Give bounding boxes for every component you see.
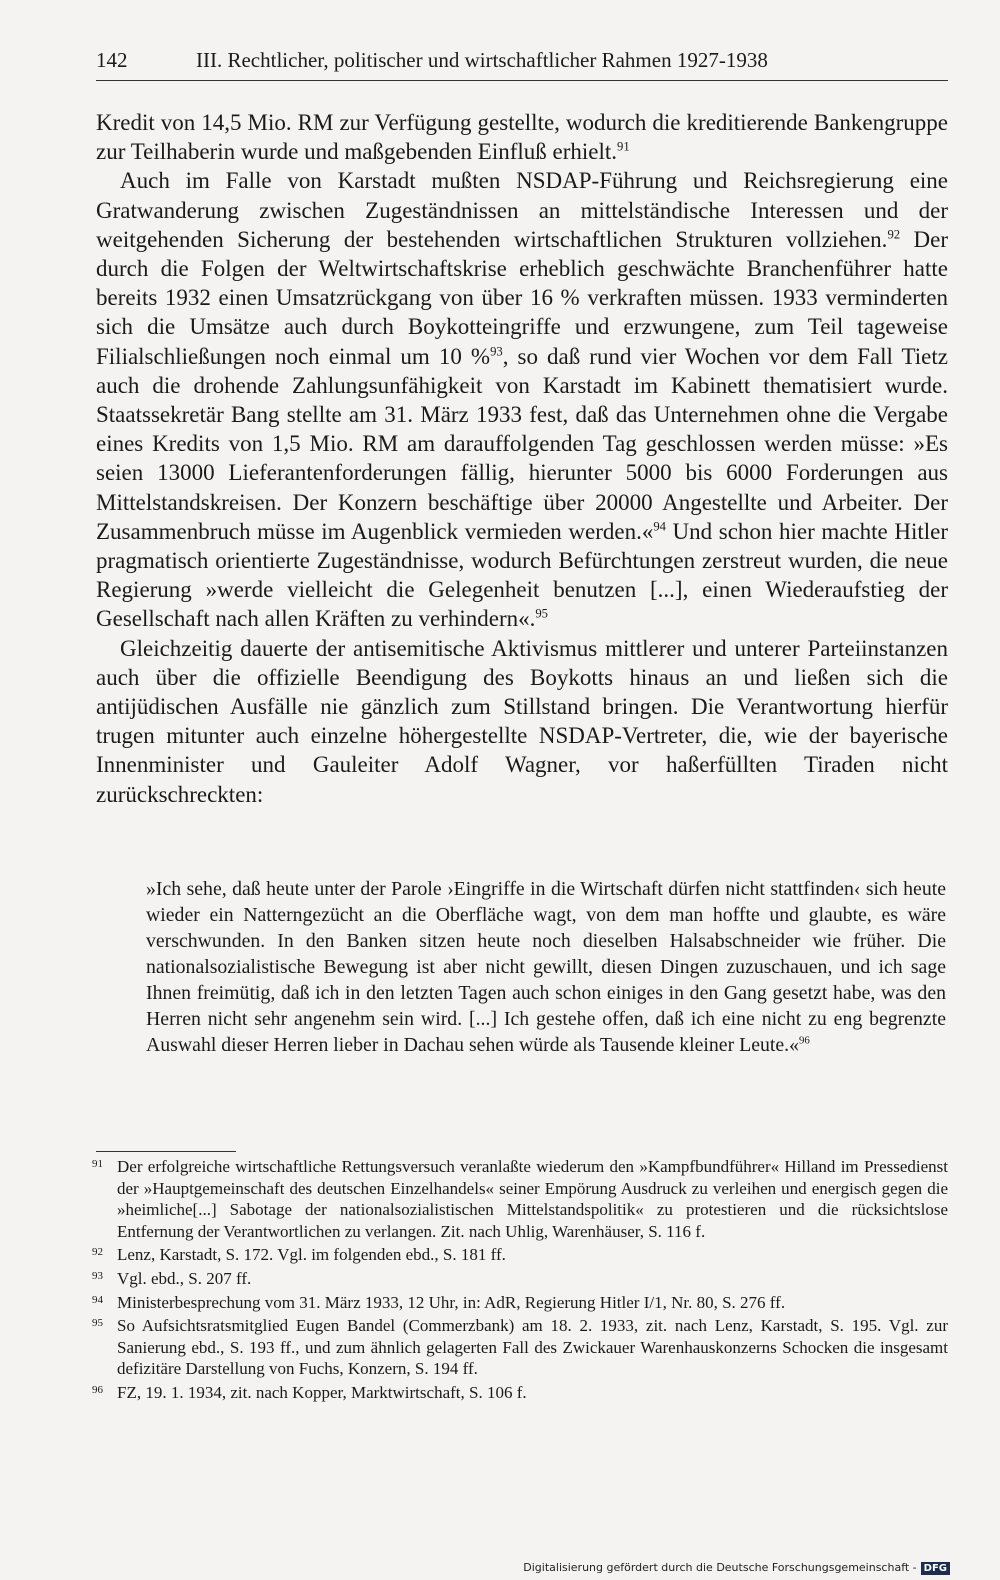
footnote-text: FZ, 19. 1. 1934, zit. nach Kopper, Marktwirtschaft, S. 106 f. xyxy=(117,1382,527,1402)
footnote-94 xyxy=(92,1292,948,1314)
footnote-text: Lenz, Karstadt, S. 172. Vgl. im folgenden ebd., S. 181 ff. xyxy=(117,1245,506,1265)
footnote-ref-91[interactable]: 91 xyxy=(617,139,630,154)
page-number: 142 xyxy=(96,48,128,72)
footnote-number: 96 xyxy=(92,1383,103,1396)
block-quote xyxy=(146,876,946,1058)
footnote-separator xyxy=(96,1151,236,1152)
footnote-text: Vgl. ebd., S. 207 ff. xyxy=(117,1268,252,1288)
footnote-ref-92[interactable]: 92 xyxy=(887,227,901,242)
footnote-text: So Aufsichtsratsmitglied Eugen Bandel (Commerzbank) am 18. 2. 1933, zit. nach Lenz, Karstadt, S. 195. Vgl. zur Sanierung ebd., S. 193 ff., und zum ähnlich gelagerten Fall des Zwickauer Warenhauskonzerns Schocken die insgesamt defizitäre Darstellung von Fuchs, Konzern, S. 194 ff. xyxy=(117,1316,948,1379)
footnote-ref-96[interactable]: 96 xyxy=(798,1034,810,1047)
footnote-93 xyxy=(92,1268,948,1290)
running-header xyxy=(96,46,948,81)
footnote-ref-95[interactable]: 95 xyxy=(535,606,548,621)
paragraph-2 xyxy=(96,166,948,633)
footnote-91 xyxy=(92,1156,948,1242)
footnote-96 xyxy=(92,1382,948,1404)
footnote-text: Der erfolgreiche wirtschaftliche Rettungsversuch veranlaßte wiederum den »Kampfbundführer« Hilland im Pressedienst der »Hauptgemeinschaft des deutschen Einzelhandels« seiner Empörung Ausdruck zu verleihen und energisch gegen die »heimliche[...] Sabotage der nationalsozialistischen Mittelstandspolitik« zu protestieren und die rücksichtslose Entfernung der Verantwortlichen zu verlangen. Zit. nach Uhlig, Warenhäuser, S. 116 f. xyxy=(117,1157,948,1241)
block-quote-text: »Ich sehe, daß heute unter der Parole ›Eingriffe in die Wirtschaft dürfen nicht stattfinden‹ sich heute wieder ein Natterngezücht an die Oberfläche wagt, von dem man hoffte und glaubte, es wäre verschwunden. In den Banken sitzen heute noch dieselben Halsabschneider wie früher. Die nationalsozialistische Bewegung ist aber nicht gewillt, diesen Dingen zuzuschauen, und ich sage Ihnen freimütig, daß ich in den letzten Tagen auch schon einiges in den Gang gesetzt habe, was den Herren nicht sehr angenehm sein wird. [...] Ich gestehe offen, daß ich eine nicht zu eng begrenzte Auswahl dieser Herren lieber in Dachau sehen würde als Tausende kleiner Leute.« xyxy=(146,878,946,1056)
paragraph-3 xyxy=(96,634,948,809)
paragraph-1-text: Kredit von 14,5 Mio. RM zur Verfügung gestellte, wodurch die kreditierende Bankengruppe zur Teilhaberin wurde und maßgebenden Einfluß erhielt. xyxy=(96,110,948,165)
footnote-number: 93 xyxy=(92,1269,103,1282)
footnote-text: Ministerbesprechung vom 31. März 1933, 12 Uhr, in: AdR, Regierung Hitler I/1, Nr. 80, S. 276 ff. xyxy=(117,1292,786,1312)
paragraph-3-text: Gleichzeitig dauerte der antisemitische Aktivismus mittlerer und unterer Parteiinstanzen auch über die offizielle Beendigung des Boykotts hinaus an und ließen sich die antijüdischen Ausfälle nie gänzlich zum Stillstand bringen. Die Verantwortung hierfür trugen mitunter auch einzelne höhergestellte NSDAP-Vertreter, die, wie der bayerische Innenminister und Gauleiter Adolf Wagner, vor haßerfüllten Tiraden nicht zurückschreckten: xyxy=(96,635,948,807)
paragraph-2-text-b: Der durch die Folgen der Weltwirtschaftskrise erheblich geschwächte Branchenführer hatte bereits 1932 einen Umsatzrückgang von über 16 % verkraften müssen. 1933 verminderten sich die Umsätze auch durch Boykotteingriffe und erzwungene, zum Teil tageweise Filialschließungen noch einmal um 10 % xyxy=(96,226,948,369)
footnote-number: 92 xyxy=(92,1246,103,1259)
footnotes xyxy=(92,1156,948,1406)
footnote-95 xyxy=(92,1315,948,1380)
credit-text: Digitalisierung gefördert durch die Deutsche Forschungsgemeinschaft - xyxy=(523,1561,917,1574)
footnote-number: 91 xyxy=(92,1158,103,1170)
dfg-logo: DFG xyxy=(921,1562,950,1575)
running-title: III. Rechtlicher, politischer und wirtschaftlicher Rahmen 1927-1938 xyxy=(196,48,768,72)
footnote-number: 94 xyxy=(92,1293,103,1306)
main-text xyxy=(96,108,948,809)
footnote-number: 95 xyxy=(92,1317,103,1330)
footnote-ref-93[interactable]: 93 xyxy=(490,343,503,358)
footnote-92 xyxy=(92,1244,948,1266)
paragraph-2-text-c: , so daß rund vier Wochen vor dem Fall Tietz auch die drohende Zahlungsunfähigkeit von Karstadt im Kabinett thematisiert wurde. Staatssekretär Bang stellte am 31. März 1933 fest, daß das Unternehmen ohne die Vergabe eines Kredits von 1,5 Mio. RM am darauffolgenden Tag geschlossen werden müsse: »Es seien 13000 Lieferantenforderungen fällig, hierunter 5000 bis 6000 Forderungen aus Mittelstandskreisen. Der Konzern beschäftige über 20000 Angestellte und Arbeiter. Der Zusammenbruch müsse im Augenblick vermieden werden.« xyxy=(96,343,948,544)
block-quote-paragraph xyxy=(146,876,946,1058)
paragraph-2-text-d: Und schon hier machte Hitler pragmatisch orientierte Zugeständnisse, wodurch Befürchtungen zerstreut wurden, die neue Regierung »werde vielleicht die Gelegenheit benutzen [...], einen Wiederaufstieg der Gesellschaft nach allen Kräften zu verhindern«. xyxy=(96,518,948,632)
paragraph-1 xyxy=(96,108,948,166)
digitization-credit xyxy=(523,1561,950,1575)
paragraph-2-text-a: Auch im Falle von Karstadt mußten NSDAP-Führung und Reichsregierung eine Gratwanderung zwischen Zugeständnissen an mittelständische Interessen und der weitgehenden Sicherung der bestehenden wirtschaftlichen Strukturen vollziehen. xyxy=(96,168,948,252)
footnote-ref-94[interactable]: 94 xyxy=(653,519,666,534)
